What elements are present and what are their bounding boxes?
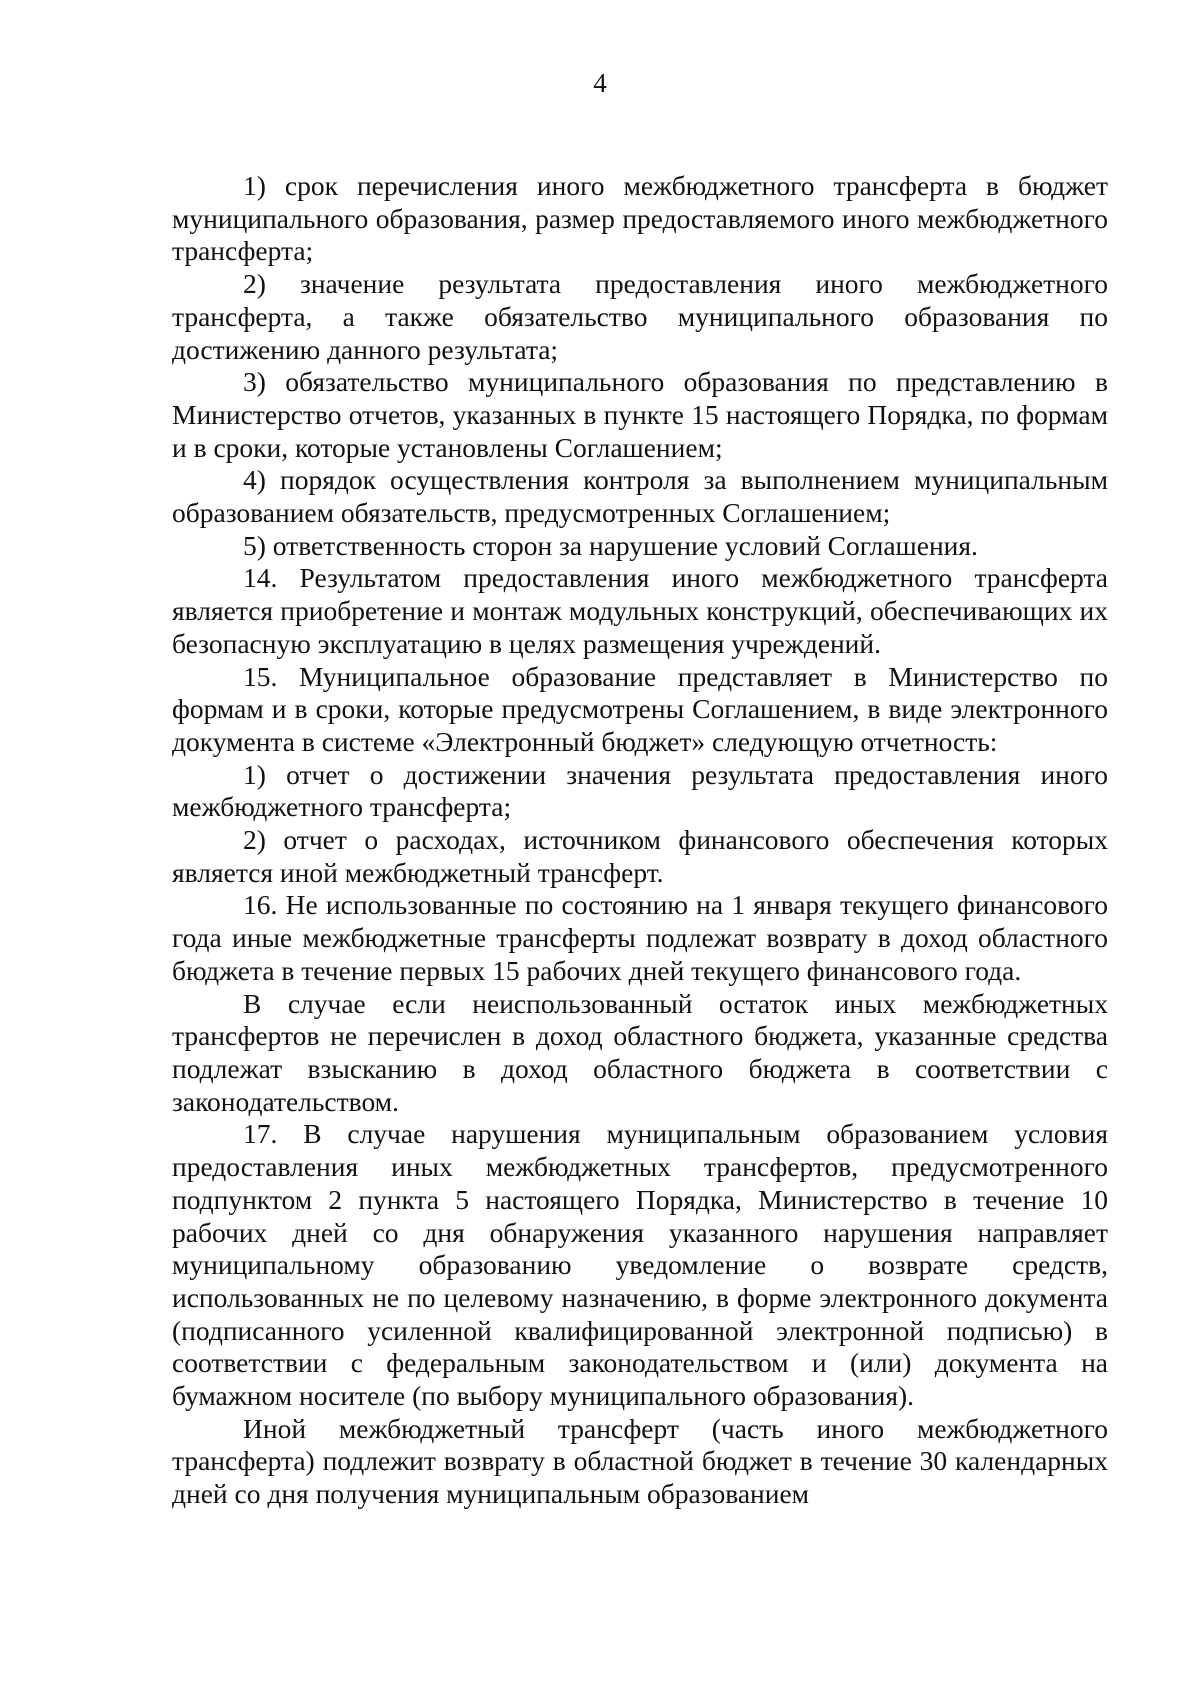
paragraph-section-16: 16. Не использованные по состоянию на 1 января текущего финансового года иные межбюджетные трансферты подлежат возврату в доход областного бюджета в течение первых 15 рабочих дней текущего финансового года. (172, 889, 1108, 986)
paragraph-report-2: 2) отчет о расходах, источником финансового обеспечения которых является иной межбюджетный трансферт. (172, 824, 1108, 888)
page-number: 4 (593, 68, 607, 98)
paragraph-section-15: 15. Муниципальное образование представляет в Министерство по формам и в сроки, которые предусмотрены Соглашением, в виде электронного документа в системе «Электронный бюджет» следующую отчетность: (172, 660, 1108, 757)
paragraph-section-17-continued: Иной межбюджетный трансферт (часть иного межбюджетного трансферта) подлежит возврату в областной бюджет в течение 30 календарных дней со дня получения муниципальным образованием (172, 1412, 1108, 1510)
paragraph-item-2: 2) значение результата предоставления иного межбюджетного трансферта, а также обязательство муниципального образования по достижению данного результата; (172, 268, 1108, 365)
paragraph-section-16-continued: В случае если неиспользованный остаток иных межбюджетных трансфертов не перечислен в доход областного бюджета, указанные средства подлежат взысканию в доход областного бюджета в соответствии с законодательством. (172, 987, 1108, 1117)
document-body (172, 170, 1108, 1511)
paragraph-section-17: 17. В случае нарушения муниципальным образованием условия предоставления иных межбюджетных трансфертов, предусмотренного подпунктом 2 пункта 5 настоящего Порядка, Министерство в течение 10 рабочих дней со дня обнаружения указанного нарушения направляет муниципальному образованию уведомление о возврате средств, использованных не по целевому назначению, в форме электронного документа (подписанного усиленной квалифицированной электронной подписью) в соответствии с федеральным законодательством и (или) документа на бумажном носителе (по выбору муниципального образования). (172, 1118, 1108, 1412)
paragraph-item-1: 1) срок перечисления иного межбюджетного трансферта в бюджет муниципального образования, размер предоставляемого иного межбюджетного трансферта; (172, 170, 1108, 267)
paragraph-item-4: 4) порядок осуществления контроля за выполнением муниципальным образованием обязательств, предусмотренных Соглашением; (172, 464, 1108, 529)
paragraph-item-3: 3) обязательство муниципального образования по представлению в Министерство отчетов, указанных в пункте 15 настоящего Порядка, по формам и в сроки, которые установлены Соглашением; (172, 366, 1108, 463)
paragraph-section-14: 14. Результатом предоставления иного межбюджетного трансферта является приобретение и монтаж модульных конструкций, обеспечивающих их безопасную эксплуатацию в целях размещения учреждений. (172, 562, 1108, 659)
paragraph-item-5: 5) ответственность сторон за нарушение условий Соглашения. (243, 529, 978, 561)
paragraph-report-1: 1) отчет о достижении значения результата предоставления иного межбюджетного трансферта; (172, 758, 1108, 823)
